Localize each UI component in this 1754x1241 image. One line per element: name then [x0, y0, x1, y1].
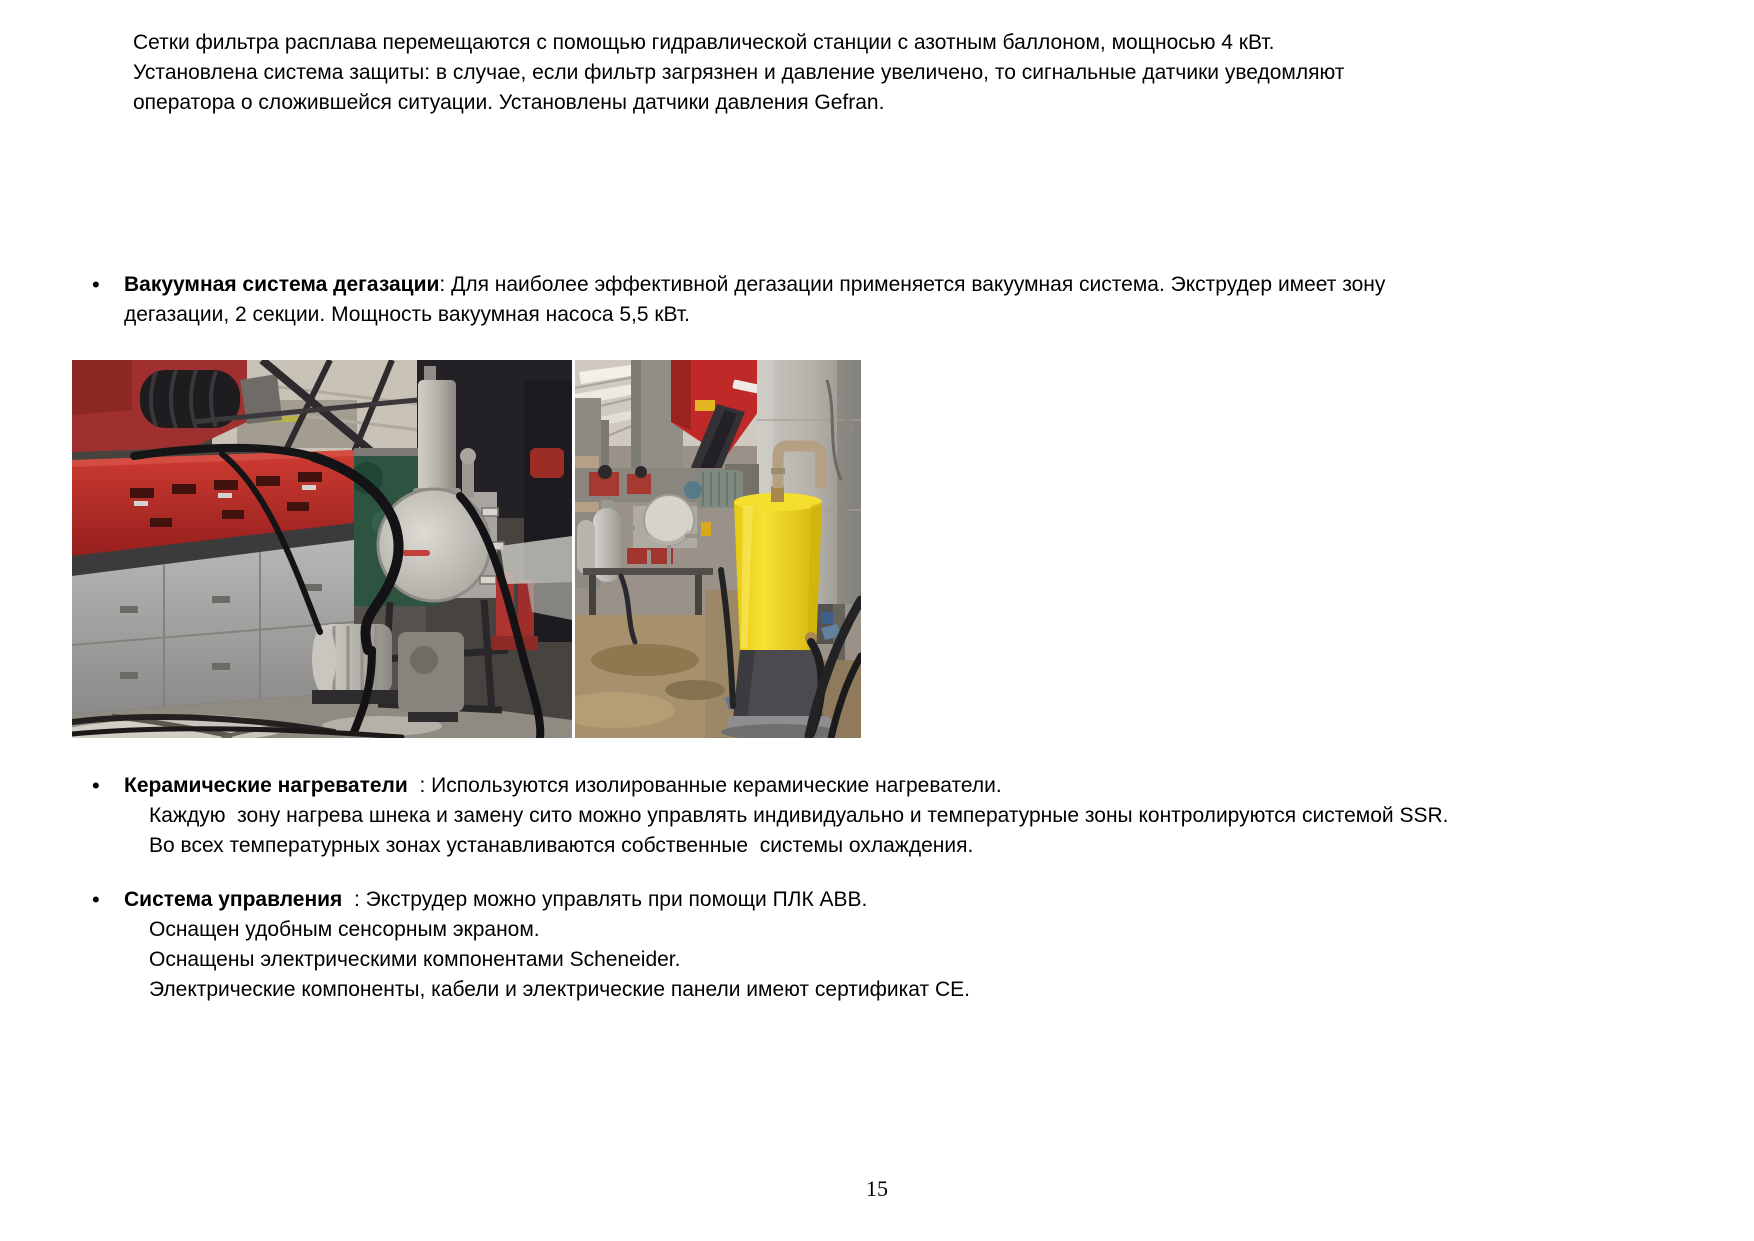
bullet-continuation-line: Во всех температурных зонах устанавливаются собственные системы охлаждения.	[149, 834, 974, 857]
extruder-photo-graphic	[72, 360, 572, 738]
bullet-first-line	[124, 885, 1652, 915]
bullet-label: Система управления	[124, 888, 343, 911]
bullet-first-line	[124, 771, 1652, 801]
extruder-machine	[72, 450, 354, 714]
photo-row	[72, 360, 861, 738]
intro-line-2: Установлена система защиты: в случае, если фильтр загрязнен и давление увеличено, то сигнальные датчики уведомляют	[133, 61, 1345, 84]
bullet-control-system	[92, 885, 1652, 1005]
bullet-continuation-line: Электрические компоненты, кабели и электрические панели имеют сертификат CE.	[149, 978, 970, 1001]
bullet-text: : Экструдер можно управлять при помощи ПЛК ABB.	[342, 888, 868, 911]
intro-line-1: Сетки фильтра расплава перемещаются с помощью гидравлической станции с азотным баллоном, мощносью 4 кВт.	[133, 31, 1275, 54]
bullet-label: Вакуумная система дегазации	[124, 273, 440, 296]
page-number: 15	[866, 1176, 888, 1201]
intro-paragraph	[133, 28, 1593, 118]
bullet-label: Керамические нагреватели	[124, 774, 408, 797]
bullet-first-line	[124, 270, 1652, 300]
bullet-continuation-line: Оснащены электрическими компонентами Scheneider.	[149, 948, 681, 971]
bullet-text: : Для наиболее эффективной дегазации применяется вакуумная система. Экструдер имеет зону	[439, 273, 1386, 296]
bullet-continuation-line: дегазации, 2 секции. Мощность вакуумная насоса 5,5 кВт.	[124, 303, 690, 326]
photo-extruder-vacuum-unit	[72, 360, 572, 738]
photo-yellow-vacuum-column	[575, 360, 861, 738]
vacuum-column-photo-graphic	[575, 360, 861, 738]
bullet-vacuum-degassing-system	[92, 270, 1652, 330]
bullet-marker-icon: •	[92, 887, 100, 912]
bullet-continuation-line: Оснащен удобным сенсорным экраном.	[149, 918, 540, 941]
bullet-marker-icon: •	[92, 773, 100, 798]
bullet-ceramic-heaters	[92, 771, 1652, 861]
bullet-text: : Используются изолированные керамические нагреватели.	[407, 774, 1002, 797]
bullet-marker-icon: •	[92, 272, 100, 297]
vertical-cylinder	[413, 366, 461, 497]
intro-line-3: оператора о сложившейся ситуации. Установлены датчики давления Gefran.	[133, 91, 885, 114]
bullet-continuation-line: Каждую зону нагрева шнека и замену сито можно управлять индивидуально и температурные зоны контролируются системой SSR.	[149, 804, 1449, 827]
